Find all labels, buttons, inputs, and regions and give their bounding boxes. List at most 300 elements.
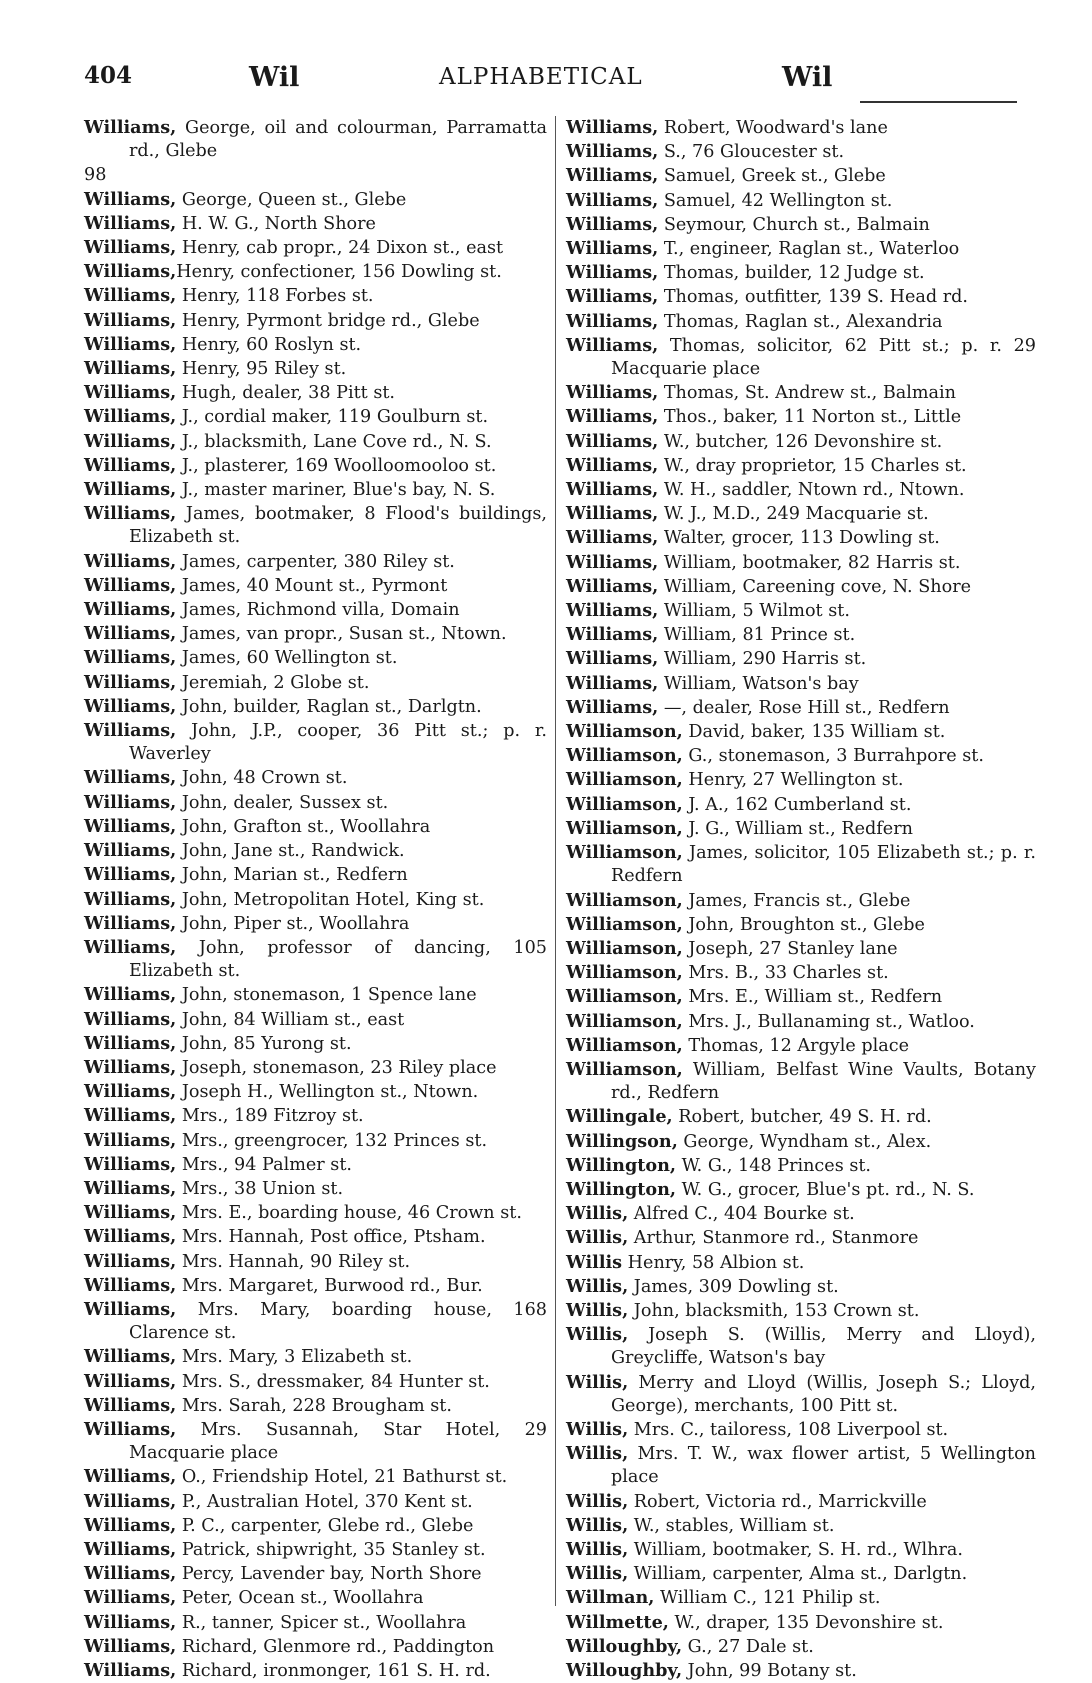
entry-details: Joseph, stonemason, 23 Riley place bbox=[176, 1057, 497, 1078]
entry-surname: Williams, bbox=[84, 936, 177, 958]
directory-entry bbox=[566, 1659, 1036, 1683]
entry-surname: Williams, bbox=[84, 1635, 177, 1657]
entry-surname: Williams, bbox=[566, 430, 659, 452]
entry-details: Mrs. Susannah, Star Hotel, 29 Macquarie place bbox=[129, 1419, 547, 1464]
entry-surname: Willis, bbox=[566, 1490, 629, 1512]
entry-details: Thomas, 12 Argyle place bbox=[682, 1035, 909, 1056]
entry-details: James, Richmond villa, Domain bbox=[176, 600, 460, 621]
entry-surname: Willis, bbox=[566, 1371, 629, 1393]
entry-details: William, 5 Wilmot st. bbox=[658, 601, 850, 622]
entry-surname: Williams, bbox=[84, 623, 177, 645]
directory-entry bbox=[566, 454, 1036, 478]
directory-entry bbox=[84, 502, 547, 549]
directory-entry bbox=[84, 1153, 547, 1177]
entry-surname: Williams, bbox=[84, 671, 177, 693]
entry-surname: Williamson, bbox=[566, 986, 683, 1008]
entry-surname: Willis, bbox=[566, 1563, 629, 1585]
entry-details: Peter, Ocean st., Woollahra bbox=[176, 1588, 424, 1609]
directory-entry bbox=[566, 116, 1036, 140]
directory-entry bbox=[566, 1010, 1036, 1034]
entry-surname: Williams, bbox=[84, 309, 177, 331]
entry-surname: Williamson, bbox=[566, 793, 683, 815]
directory-entry bbox=[84, 1514, 547, 1538]
entry-surname: Williamson, bbox=[566, 721, 683, 743]
entry-surname: Williams, bbox=[84, 454, 177, 476]
entry-details: Thomas, St. Andrew st., Balmain bbox=[658, 383, 957, 404]
entry-surname: Williams, bbox=[84, 1202, 177, 1224]
entry-details: William C., 121 Philip st. bbox=[654, 1588, 881, 1609]
entry-details: Joseph, 27 Stanley lane bbox=[682, 938, 898, 959]
entry-surname: Williamson, bbox=[566, 769, 683, 791]
directory-entry bbox=[566, 213, 1036, 237]
entry-details: Arthur, Stanmore rd., Stanmore bbox=[628, 1228, 919, 1249]
entry-details: John, blacksmith, 153 Crown st. bbox=[628, 1300, 920, 1321]
entry-details: Mrs. Margaret, Burwood rd., Bur. bbox=[176, 1275, 483, 1296]
directory-entry bbox=[566, 1299, 1036, 1323]
directory-entry bbox=[84, 1465, 547, 1489]
directory-entry bbox=[84, 1080, 547, 1104]
entry-details: 98 bbox=[84, 165, 107, 186]
entry-surname: Williams, bbox=[84, 1514, 177, 1536]
entry-surname: Williams, bbox=[84, 791, 177, 813]
directory-entry bbox=[566, 1034, 1036, 1058]
directory-entry bbox=[84, 550, 547, 574]
entry-details: Walter, grocer, 113 Dowling st. bbox=[658, 528, 940, 549]
directory-entry bbox=[566, 334, 1036, 381]
entry-surname: Williams, bbox=[566, 262, 659, 284]
entry-details: Mrs., 189 Fitzroy st. bbox=[176, 1106, 364, 1127]
directory-entry bbox=[84, 839, 547, 863]
entry-details: Samuel, 42 Wellington st. bbox=[658, 190, 893, 211]
entry-surname: Willis, bbox=[566, 1538, 629, 1560]
entry-details: William, bootmaker, S. H. rd., Wlhra. bbox=[628, 1539, 963, 1560]
directory-entry bbox=[84, 1298, 547, 1345]
column-divider bbox=[555, 116, 556, 1606]
page-number: 404 bbox=[84, 62, 133, 89]
entry-surname: Willis bbox=[566, 1251, 623, 1273]
entry-surname: Williams, bbox=[84, 815, 177, 837]
directory-entry bbox=[566, 1275, 1036, 1299]
entry-surname: Williams, bbox=[84, 1153, 177, 1175]
directory-entry bbox=[84, 1490, 547, 1514]
entry-surname: Williams, bbox=[566, 286, 659, 308]
directory-entry bbox=[566, 1371, 1036, 1418]
entry-details: W. G., 148 Princes st. bbox=[676, 1155, 872, 1176]
directory-entry bbox=[566, 526, 1036, 550]
directory-entry bbox=[566, 1058, 1036, 1105]
directory-entry bbox=[84, 430, 547, 454]
entry-details: John, J.P., cooper, 36 Pitt st.; p. r. Waverley bbox=[129, 721, 547, 765]
entry-surname: Williams, bbox=[84, 406, 177, 428]
entry-surname: Willman, bbox=[566, 1587, 655, 1609]
directory-entry bbox=[566, 140, 1036, 164]
entry-surname: Willis, bbox=[566, 1203, 629, 1225]
entry-surname: Willis, bbox=[566, 1418, 629, 1440]
entry-details: Mrs. Hannah, Post office, Ptsham. bbox=[176, 1227, 486, 1248]
directory-entry bbox=[566, 599, 1036, 623]
directory-entry bbox=[566, 310, 1036, 334]
entry-details: George, Queen st., Glebe bbox=[176, 189, 407, 210]
entry-details: Seymour, Church st., Balmain bbox=[658, 214, 930, 235]
directory-entry bbox=[566, 502, 1036, 526]
directory-entry bbox=[84, 791, 547, 815]
directory-entry bbox=[566, 672, 1036, 696]
entry-surname: Williams, bbox=[566, 165, 659, 187]
entry-surname: Willingson, bbox=[566, 1130, 678, 1152]
entry-surname: Williamson, bbox=[566, 962, 683, 984]
entry-details: Mrs., 38 Union st. bbox=[176, 1178, 344, 1199]
directory-entry bbox=[566, 768, 1036, 792]
entry-details: W. J., M.D., 249 Macquarie st. bbox=[658, 504, 929, 525]
entry-details: George, oil and colourman, Parramatta rd., Glebe bbox=[129, 118, 547, 162]
entry-details: Richard, ironmonger, 161 S. H. rd. bbox=[176, 1661, 491, 1681]
header-left-word: Wil bbox=[249, 62, 300, 93]
entry-details: John, 48 Crown st. bbox=[176, 768, 348, 789]
entry-surname: Williams, bbox=[566, 672, 659, 694]
entry-surname: Williams, bbox=[84, 1129, 177, 1151]
entry-details: James, van propr., Susan st., Ntown. bbox=[176, 624, 507, 645]
entry-surname: Williams, bbox=[84, 767, 177, 789]
directory-entry bbox=[84, 163, 547, 187]
entry-details: Mrs. Mary, boarding house, 168 Clarence st. bbox=[129, 1299, 547, 1344]
directory-entry bbox=[84, 863, 547, 887]
entry-details: John, stonemason, 1 Spence lane bbox=[176, 985, 477, 1006]
directory-entry bbox=[566, 1154, 1036, 1178]
entry-details: Thos., baker, 11 Norton st., Little bbox=[658, 407, 962, 428]
directory-entry bbox=[84, 983, 547, 1007]
directory-entry bbox=[84, 188, 547, 212]
entry-surname: Williams, bbox=[84, 1394, 177, 1416]
entry-surname: Williams, bbox=[566, 141, 659, 163]
directory-entry bbox=[566, 1130, 1036, 1154]
entry-surname: Williams, bbox=[566, 454, 659, 476]
entry-details: Henry, Pyrmont bridge rd., Glebe bbox=[176, 310, 480, 331]
entry-details: J., blacksmith, Lane Cove rd., N. S. bbox=[176, 431, 492, 452]
entry-details: Henry, 60 Roslyn st. bbox=[176, 334, 362, 355]
entry-details: W. G., grocer, Blue's pt. rd., N. S. bbox=[676, 1179, 975, 1200]
entry-details: William, 290 Harris st. bbox=[658, 649, 867, 670]
directory-entry bbox=[84, 1659, 547, 1683]
entry-surname: Willis, bbox=[566, 1443, 629, 1465]
entry-surname: Williams, bbox=[84, 695, 177, 717]
entry-details: G., stonemason, 3 Burrahpore st. bbox=[682, 746, 984, 767]
directory-entry bbox=[566, 381, 1036, 405]
directory-entry bbox=[566, 647, 1036, 671]
entry-surname: Williams, bbox=[84, 430, 177, 452]
entry-details: P., Australian Hotel, 370 Kent st. bbox=[176, 1491, 473, 1512]
left-column bbox=[84, 116, 547, 1683]
entry-details: Henry, 118 Forbes st. bbox=[176, 286, 374, 307]
entry-surname: Williamson, bbox=[566, 1034, 683, 1056]
entry-details: O., Friendship Hotel, 21 Bathurst st. bbox=[176, 1467, 508, 1488]
entry-surname: Williams, bbox=[84, 1226, 177, 1248]
directory-entry bbox=[566, 1538, 1036, 1562]
directory-entry bbox=[84, 333, 547, 357]
entry-details: James, 60 Wellington st. bbox=[176, 648, 398, 669]
entry-details: Mrs. B., 33 Charles st. bbox=[682, 963, 889, 984]
entry-surname: Williams, bbox=[84, 1490, 177, 1512]
entry-details: Mrs. Mary, 3 Elizabeth st. bbox=[176, 1347, 413, 1368]
entry-details: Henry, confectioner, 156 Dowling st. bbox=[176, 262, 502, 283]
directory-entry bbox=[566, 1611, 1036, 1635]
entry-surname: Willis, bbox=[566, 1514, 629, 1536]
entry-surname: Willis, bbox=[566, 1227, 629, 1249]
entry-details: Robert, Victoria rd., Marrickville bbox=[628, 1491, 927, 1512]
entry-surname: Williams, bbox=[84, 840, 177, 862]
directory-entry bbox=[84, 1129, 547, 1153]
entry-details: Henry, 58 Albion st. bbox=[622, 1252, 805, 1273]
directory-entry bbox=[566, 164, 1036, 188]
entry-details: James, carpenter, 380 Riley st. bbox=[176, 551, 455, 572]
directory-entry bbox=[566, 189, 1036, 213]
entry-details: John, Grafton st., Woollahra bbox=[176, 816, 431, 837]
directory-entry bbox=[566, 261, 1036, 285]
directory-entry bbox=[566, 1418, 1036, 1442]
entry-surname: Williams, bbox=[84, 647, 177, 669]
entry-details: Mrs. C., tailoress, 108 Liverpool st. bbox=[628, 1419, 949, 1440]
entry-details: J., cordial maker, 119 Goulburn st. bbox=[176, 407, 489, 428]
directory-entry bbox=[84, 574, 547, 598]
entry-details: Alfred C., 404 Bourke st. bbox=[628, 1204, 855, 1225]
entry-surname: Williams, bbox=[84, 1418, 177, 1440]
entry-details: P. C., carpenter, Glebe rd., Glebe bbox=[176, 1515, 474, 1536]
entry-surname: Williams, bbox=[84, 550, 177, 572]
entry-surname: Willis, bbox=[566, 1324, 629, 1346]
entry-surname: Williams, bbox=[566, 117, 659, 138]
entry-surname: Willoughby, bbox=[566, 1635, 683, 1657]
directory-entry bbox=[566, 696, 1036, 720]
entry-surname: Williams, bbox=[84, 888, 177, 910]
entry-details: John, Piper st., Woollahra bbox=[176, 913, 410, 934]
entry-surname: Williamson, bbox=[566, 1058, 683, 1080]
directory-entry bbox=[566, 889, 1036, 913]
directory-entry bbox=[84, 1056, 547, 1080]
entry-surname: Williams, bbox=[84, 984, 177, 1006]
directory-entry bbox=[84, 1008, 547, 1032]
entry-surname: Williamson, bbox=[566, 937, 683, 959]
directory-entry bbox=[84, 936, 547, 983]
directory-entry bbox=[84, 1562, 547, 1586]
entry-details: Patrick, shipwright, 35 Stanley st. bbox=[176, 1539, 486, 1560]
header-right-word: Wil bbox=[782, 62, 833, 93]
directory-entry bbox=[84, 1032, 547, 1056]
entry-surname: Willoughby, bbox=[566, 1660, 683, 1681]
entry-details: James, bootmaker, 8 Flood's buildings, Elizabeth st. bbox=[129, 504, 547, 548]
entry-surname: Williams, bbox=[84, 503, 177, 525]
entry-surname: Williams, bbox=[84, 1346, 177, 1368]
entry-surname: Williams, bbox=[566, 648, 659, 670]
directory-entry bbox=[84, 1177, 547, 1201]
entry-surname: Williams, bbox=[84, 1370, 177, 1392]
directory-entry bbox=[84, 1538, 547, 1562]
directory-entry bbox=[566, 817, 1036, 841]
entry-surname: Williams, bbox=[84, 188, 177, 210]
entry-details: Percy, Lavender bay, North Shore bbox=[176, 1564, 482, 1585]
directory-entry bbox=[84, 1418, 547, 1465]
entry-surname: Williams, bbox=[84, 1056, 177, 1078]
directory-entry bbox=[566, 1635, 1036, 1659]
entry-details: James, 309 Dowling st. bbox=[628, 1276, 839, 1297]
directory-entry bbox=[84, 260, 547, 284]
directory-entry bbox=[84, 888, 547, 912]
entry-surname: Williams, bbox=[84, 1032, 177, 1054]
directory-entry bbox=[566, 1226, 1036, 1250]
directory-entry bbox=[566, 961, 1036, 985]
entry-surname: Williams, bbox=[84, 1611, 177, 1633]
entry-details: Robert, Woodward's lane bbox=[658, 118, 888, 138]
entry-details: John, Jane st., Randwick. bbox=[176, 841, 405, 862]
directory-entry bbox=[84, 1611, 547, 1635]
directory-entry bbox=[84, 1635, 547, 1659]
entry-surname: Williams, bbox=[84, 261, 177, 283]
entry-surname: Williams, bbox=[84, 382, 177, 404]
entry-details: W., stables, William st. bbox=[628, 1515, 835, 1536]
entry-surname: Williams, bbox=[84, 912, 177, 934]
directory-entry bbox=[84, 212, 547, 236]
entry-surname: Williams, bbox=[84, 574, 177, 596]
entry-surname: Williams, bbox=[84, 1563, 177, 1585]
entry-details: John, professor of dancing, 105 Elizabeth st. bbox=[129, 937, 547, 982]
entry-surname: Williams, bbox=[566, 696, 659, 718]
entry-surname: Williams, bbox=[566, 382, 659, 404]
entry-details: William, Careening cove, N. Shore bbox=[658, 576, 972, 597]
entry-surname: Williamson, bbox=[566, 913, 683, 935]
directory-entry bbox=[84, 1274, 547, 1298]
directory-entry bbox=[566, 1323, 1036, 1370]
directory-entry bbox=[84, 815, 547, 839]
entry-details: —, dealer, Rose Hill st., Redfern bbox=[658, 697, 950, 718]
entry-details: James, 40 Mount st., Pyrmont bbox=[176, 575, 448, 596]
directory-entry bbox=[84, 1104, 547, 1128]
entry-details: Mrs. Sarah, 228 Brougham st. bbox=[176, 1395, 452, 1416]
page-header bbox=[84, 62, 1019, 102]
directory-entry bbox=[566, 237, 1036, 261]
entry-surname: Williams, bbox=[84, 117, 177, 138]
directory-entry bbox=[84, 1345, 547, 1369]
entry-details: John, builder, Raglan st., Darlgtn. bbox=[176, 696, 482, 717]
entry-details: Mrs., greengrocer, 132 Princes st. bbox=[176, 1130, 488, 1151]
right-column bbox=[566, 116, 1036, 1683]
entry-details: John, Broughton st., Glebe bbox=[682, 914, 925, 935]
entry-surname: Williams, bbox=[566, 406, 659, 428]
entry-surname: Williams, bbox=[84, 864, 177, 886]
directory-entry bbox=[566, 913, 1036, 937]
directory-entry bbox=[84, 1586, 547, 1610]
entry-surname: Williams, bbox=[84, 358, 177, 380]
entry-surname: Williamson, bbox=[566, 842, 683, 864]
directory-entry bbox=[84, 1225, 547, 1249]
entry-details: W., dray proprietor, 15 Charles st. bbox=[658, 455, 967, 476]
entry-surname: Williams, bbox=[566, 575, 659, 597]
entry-details: William, bootmaker, 82 Harris st. bbox=[658, 552, 961, 573]
entry-surname: Williams, bbox=[566, 238, 659, 260]
entry-details: Jeremiah, 2 Globe st. bbox=[176, 672, 370, 693]
entry-surname: Williams, bbox=[566, 527, 659, 549]
directory-entry bbox=[566, 937, 1036, 961]
directory-entry bbox=[566, 985, 1036, 1009]
entry-surname: Williams, bbox=[84, 212, 177, 234]
entry-surname: Williams, bbox=[84, 479, 177, 501]
directory-entry bbox=[84, 478, 547, 502]
entry-surname: Williams, bbox=[566, 189, 659, 211]
directory-entry bbox=[566, 1442, 1036, 1489]
entry-surname: Williams, bbox=[84, 720, 177, 742]
entry-details: J., master mariner, Blue's bay, N. S. bbox=[176, 480, 496, 501]
directory-entry bbox=[566, 405, 1036, 429]
entry-surname: Williams, bbox=[84, 1008, 177, 1030]
entry-surname: Williams, bbox=[84, 1274, 177, 1296]
entry-surname: Williams, bbox=[566, 503, 659, 525]
entry-surname: Williamson, bbox=[566, 817, 683, 839]
entry-surname: Williams, bbox=[566, 551, 659, 573]
entry-details: Mrs. Hannah, 90 Riley st. bbox=[176, 1251, 411, 1272]
entry-details: David, baker, 135 William st. bbox=[682, 722, 946, 743]
entry-details: William, Belfast Wine Vaults, Botany rd., Redfern bbox=[611, 1059, 1036, 1104]
entry-details: W. H., saddler, Ntown rd., Ntown. bbox=[658, 480, 965, 501]
entry-details: S., 76 Gloucester st. bbox=[658, 142, 845, 163]
entry-details: Mrs. T. W., wax flower artist, 5 Wellington place bbox=[611, 1444, 1036, 1488]
entry-details: William, Watson's bay bbox=[658, 673, 859, 694]
directory-entry bbox=[84, 116, 547, 163]
entry-surname: Williams, bbox=[566, 334, 659, 356]
entry-surname: Williams, bbox=[84, 1538, 177, 1560]
directory-entry bbox=[566, 1202, 1036, 1226]
entry-details: W., draper, 135 Devonshire st. bbox=[668, 1612, 944, 1633]
directory-entry bbox=[84, 719, 547, 766]
directory-entry bbox=[566, 1251, 1036, 1275]
entry-details: T., engineer, Raglan st., Waterloo bbox=[658, 239, 960, 260]
directory-entry bbox=[566, 1562, 1036, 1586]
directory-entry bbox=[566, 1490, 1036, 1514]
entry-details: Henry, cab propr., 24 Dixon st., east bbox=[176, 238, 504, 259]
entry-details: William, carpenter, Alma st., Darlgtn. bbox=[628, 1564, 968, 1585]
entry-surname: Williams, bbox=[566, 310, 659, 332]
directory-entry bbox=[566, 285, 1036, 309]
directory-entry bbox=[566, 841, 1036, 888]
entry-details: Mrs. E., boarding house, 46 Crown st. bbox=[176, 1203, 522, 1224]
entry-surname: Willmette, bbox=[566, 1611, 669, 1633]
entry-surname: Williams, bbox=[84, 1466, 177, 1488]
entry-details: Mrs. S., dressmaker, 84 Hunter st. bbox=[176, 1371, 490, 1392]
entry-details: Merry and Lloyd (Willis, Joseph S.; Lloyd, George), merchants, 100 Pitt st. bbox=[611, 1372, 1036, 1416]
entry-details: Thomas, solicitor, 62 Pitt st.; p. r. 29 Macquarie place bbox=[611, 335, 1036, 380]
directory-entry bbox=[566, 551, 1036, 575]
directory-entry bbox=[84, 405, 547, 429]
entry-surname: Williams, bbox=[84, 1250, 177, 1272]
entry-surname: Willis, bbox=[566, 1275, 629, 1297]
directory-entry bbox=[84, 357, 547, 381]
entry-details: Hugh, dealer, 38 Pitt st. bbox=[176, 383, 396, 404]
entry-details: John, Marian st., Redfern bbox=[176, 865, 408, 886]
directory-entry bbox=[566, 478, 1036, 502]
entry-details: Samuel, Greek st., Glebe bbox=[658, 166, 886, 187]
entry-details: James, solicitor, 105 Elizabeth st.; p. r. Redfern bbox=[611, 843, 1036, 887]
entry-details: Mrs., 94 Palmer st. bbox=[176, 1154, 352, 1175]
entry-surname: Williams, bbox=[84, 1177, 177, 1199]
directory-entry bbox=[84, 912, 547, 936]
directory-entry bbox=[566, 744, 1036, 768]
entry-surname: Williams, bbox=[566, 600, 659, 622]
directory-entry bbox=[566, 623, 1036, 647]
directory-entry bbox=[566, 1178, 1036, 1202]
directory-entry bbox=[84, 236, 547, 260]
directory-entry bbox=[84, 284, 547, 308]
entry-surname: Willingale, bbox=[566, 1106, 673, 1128]
entry-details: John, Metropolitan Hotel, King st. bbox=[176, 889, 485, 910]
entry-details: W., butcher, 126 Devonshire st. bbox=[658, 431, 943, 452]
entry-details: John, 99 Botany st. bbox=[682, 1661, 857, 1681]
entry-surname: Williams, bbox=[84, 1105, 177, 1127]
